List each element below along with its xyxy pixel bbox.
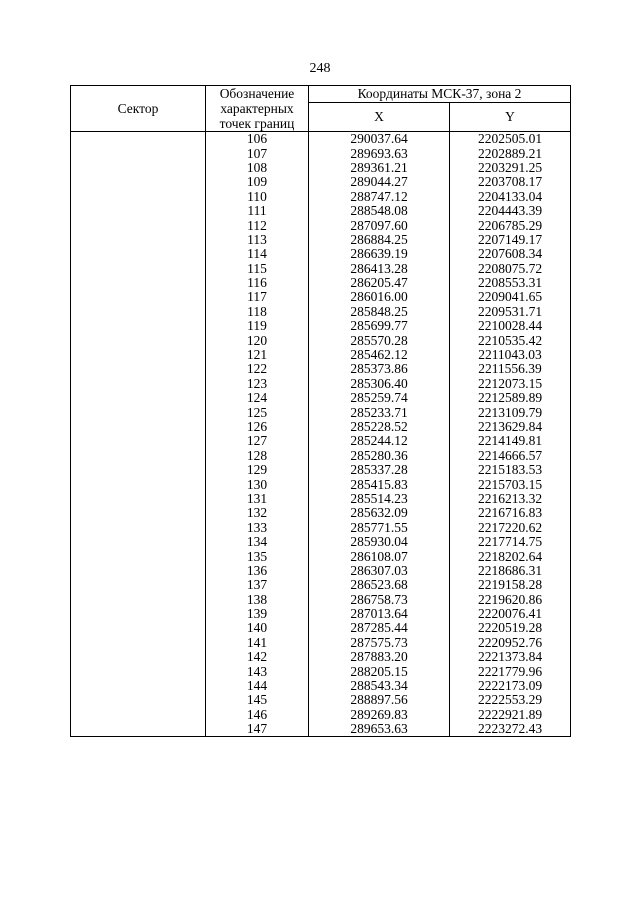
y-cell: 2216716.83 (450, 506, 571, 520)
header-point-designation: Обозначение характерных точек границ (206, 86, 309, 132)
table-body (71, 132, 571, 737)
table-row (71, 290, 571, 304)
table-row (71, 262, 571, 276)
x-cell: 286016.00 (309, 290, 450, 304)
table-row (71, 621, 571, 635)
x-cell: 285373.86 (309, 362, 450, 376)
table-row (71, 578, 571, 592)
point-cell: 112 (206, 218, 309, 232)
table-row (71, 305, 571, 319)
coordinates-table (70, 85, 571, 737)
x-cell: 287883.20 (309, 650, 450, 664)
x-cell: 286758.73 (309, 593, 450, 607)
table-row (71, 708, 571, 722)
y-cell: 2208553.31 (450, 276, 571, 290)
sector-cell (71, 506, 206, 520)
sector-cell (71, 319, 206, 333)
point-cell: 124 (206, 391, 309, 405)
y-cell: 2220076.41 (450, 607, 571, 621)
x-cell: 288205.15 (309, 664, 450, 678)
y-cell: 2210028.44 (450, 319, 571, 333)
point-cell: 125 (206, 405, 309, 419)
table-row (71, 247, 571, 261)
point-cell: 130 (206, 477, 309, 491)
x-cell: 286108.07 (309, 549, 450, 563)
y-cell: 2220519.28 (450, 621, 571, 635)
x-cell: 287013.64 (309, 607, 450, 621)
table-row (71, 276, 571, 290)
point-cell: 128 (206, 449, 309, 463)
sector-cell (71, 708, 206, 722)
x-cell: 286413.28 (309, 262, 450, 276)
sector-cell (71, 535, 206, 549)
sector-cell (71, 492, 206, 506)
point-cell: 127 (206, 434, 309, 448)
sector-cell (71, 161, 206, 175)
x-cell: 285514.23 (309, 492, 450, 506)
sector-cell (71, 262, 206, 276)
y-cell: 2204133.04 (450, 190, 571, 204)
sector-cell (71, 636, 206, 650)
header-sector: Сектор (71, 86, 206, 132)
x-cell: 285337.28 (309, 463, 450, 477)
sector-cell (71, 305, 206, 319)
x-cell: 286205.47 (309, 276, 450, 290)
point-cell: 116 (206, 276, 309, 290)
y-cell: 2214666.57 (450, 449, 571, 463)
point-cell: 117 (206, 290, 309, 304)
table-row (71, 664, 571, 678)
x-cell: 290037.64 (309, 132, 450, 147)
sector-cell (71, 521, 206, 535)
point-cell: 144 (206, 679, 309, 693)
point-cell: 122 (206, 362, 309, 376)
x-cell: 285259.74 (309, 391, 450, 405)
y-cell: 2206785.29 (450, 218, 571, 232)
x-cell: 286884.25 (309, 233, 450, 247)
sector-cell (71, 593, 206, 607)
x-cell: 285233.71 (309, 405, 450, 419)
point-cell: 108 (206, 161, 309, 175)
point-cell: 123 (206, 377, 309, 391)
table-row (71, 218, 571, 232)
table-row (71, 362, 571, 376)
y-cell: 2211043.03 (450, 348, 571, 362)
x-cell: 286639.19 (309, 247, 450, 261)
table-row (71, 679, 571, 693)
table-row (71, 132, 571, 147)
y-cell: 2215183.53 (450, 463, 571, 477)
point-cell: 131 (206, 492, 309, 506)
y-cell: 2210535.42 (450, 333, 571, 347)
sector-cell (71, 420, 206, 434)
y-cell: 2215703.15 (450, 477, 571, 491)
point-cell: 142 (206, 650, 309, 664)
x-cell: 289693.63 (309, 146, 450, 160)
y-cell: 2204443.39 (450, 204, 571, 218)
y-cell: 2221373.84 (450, 650, 571, 664)
sector-cell (71, 722, 206, 737)
x-cell: 288548.08 (309, 204, 450, 218)
x-cell: 285570.28 (309, 333, 450, 347)
sector-cell (71, 247, 206, 261)
point-cell: 119 (206, 319, 309, 333)
sector-cell (71, 650, 206, 664)
point-cell: 107 (206, 146, 309, 160)
y-cell: 2209531.71 (450, 305, 571, 319)
point-cell: 134 (206, 535, 309, 549)
point-cell: 132 (206, 506, 309, 520)
y-cell: 2209041.65 (450, 290, 571, 304)
sector-cell (71, 348, 206, 362)
y-cell: 2207149.17 (450, 233, 571, 247)
point-cell: 129 (206, 463, 309, 477)
sector-cell (71, 190, 206, 204)
table-row (71, 535, 571, 549)
x-cell: 286523.68 (309, 578, 450, 592)
y-cell: 2221779.96 (450, 664, 571, 678)
table-row (71, 420, 571, 434)
header-x: X (309, 103, 450, 132)
sector-cell (71, 132, 206, 147)
sector-cell (71, 664, 206, 678)
x-cell: 285306.40 (309, 377, 450, 391)
table-row (71, 693, 571, 707)
y-cell: 2214149.81 (450, 434, 571, 448)
point-cell: 114 (206, 247, 309, 261)
table-row (71, 593, 571, 607)
y-cell: 2217220.62 (450, 521, 571, 535)
y-cell: 2223272.43 (450, 722, 571, 737)
y-cell: 2219620.86 (450, 593, 571, 607)
sector-cell (71, 477, 206, 491)
point-cell: 146 (206, 708, 309, 722)
y-cell: 2220952.76 (450, 636, 571, 650)
table-row (71, 463, 571, 477)
table-row (71, 348, 571, 362)
sector-cell (71, 362, 206, 376)
sector-cell (71, 146, 206, 160)
table-row (71, 449, 571, 463)
y-cell: 2212589.89 (450, 391, 571, 405)
table-row (71, 650, 571, 664)
table-row (71, 233, 571, 247)
sector-cell (71, 333, 206, 347)
point-cell: 135 (206, 549, 309, 563)
sector-cell (71, 607, 206, 621)
table-row (71, 190, 571, 204)
y-cell: 2202889.21 (450, 146, 571, 160)
y-cell: 2213629.84 (450, 420, 571, 434)
sector-cell (71, 377, 206, 391)
table-row (71, 377, 571, 391)
y-cell: 2211556.39 (450, 362, 571, 376)
y-cell: 2208075.72 (450, 262, 571, 276)
point-cell: 145 (206, 693, 309, 707)
table-row (71, 521, 571, 535)
sector-cell (71, 175, 206, 189)
table-row (71, 175, 571, 189)
x-cell: 285848.25 (309, 305, 450, 319)
x-cell: 289044.27 (309, 175, 450, 189)
point-cell: 110 (206, 190, 309, 204)
x-cell: 285930.04 (309, 535, 450, 549)
table-row (71, 549, 571, 563)
x-cell: 288747.12 (309, 190, 450, 204)
sector-cell (71, 434, 206, 448)
y-cell: 2203708.17 (450, 175, 571, 189)
y-cell: 2203291.25 (450, 161, 571, 175)
sector-cell (71, 233, 206, 247)
point-cell: 126 (206, 420, 309, 434)
x-cell: 285244.12 (309, 434, 450, 448)
y-cell: 2212073.15 (450, 377, 571, 391)
page-number: 248 (309, 61, 331, 76)
y-cell: 2213109.79 (450, 405, 571, 419)
point-cell: 113 (206, 233, 309, 247)
x-cell: 285699.77 (309, 319, 450, 333)
x-cell: 287097.60 (309, 218, 450, 232)
table-row (71, 405, 571, 419)
header-coordinates-group: Координаты МСК-37, зона 2 (309, 86, 571, 103)
x-cell: 289269.83 (309, 708, 450, 722)
sector-cell (71, 218, 206, 232)
sector-cell (71, 693, 206, 707)
sector-cell (71, 405, 206, 419)
table-row (71, 146, 571, 160)
y-cell: 2219158.28 (450, 578, 571, 592)
point-cell: 118 (206, 305, 309, 319)
table-row (71, 492, 571, 506)
y-cell: 2218686.31 (450, 564, 571, 578)
y-cell: 2207608.34 (450, 247, 571, 261)
sector-cell (71, 276, 206, 290)
table-row (71, 636, 571, 650)
x-cell: 285632.09 (309, 506, 450, 520)
sector-cell (71, 578, 206, 592)
y-cell: 2222921.89 (450, 708, 571, 722)
sector-cell (71, 549, 206, 563)
sector-cell (71, 621, 206, 635)
sector-cell (71, 679, 206, 693)
sector-cell (71, 564, 206, 578)
table-row (71, 722, 571, 737)
table-row (71, 161, 571, 175)
y-cell: 2217714.75 (450, 535, 571, 549)
table-row (71, 434, 571, 448)
sector-cell (71, 463, 206, 477)
x-cell: 285771.55 (309, 521, 450, 535)
y-cell: 2218202.64 (450, 549, 571, 563)
point-cell: 109 (206, 175, 309, 189)
header-y: Y (450, 103, 571, 132)
table-row (71, 204, 571, 218)
x-cell: 286307.03 (309, 564, 450, 578)
sector-cell (71, 449, 206, 463)
point-cell: 136 (206, 564, 309, 578)
point-cell: 143 (206, 664, 309, 678)
point-cell: 106 (206, 132, 309, 147)
table-row (71, 564, 571, 578)
y-cell: 2222173.09 (450, 679, 571, 693)
x-cell: 285280.36 (309, 449, 450, 463)
sector-cell (71, 391, 206, 405)
point-cell: 147 (206, 722, 309, 737)
table-row (71, 333, 571, 347)
point-cell: 111 (206, 204, 309, 218)
table-row (71, 477, 571, 491)
point-cell: 138 (206, 593, 309, 607)
sector-cell (71, 290, 206, 304)
point-cell: 141 (206, 636, 309, 650)
x-cell: 287285.44 (309, 621, 450, 635)
point-cell: 115 (206, 262, 309, 276)
point-cell: 133 (206, 521, 309, 535)
point-cell: 120 (206, 333, 309, 347)
point-cell: 140 (206, 621, 309, 635)
point-cell: 121 (206, 348, 309, 362)
x-cell: 285228.52 (309, 420, 450, 434)
x-cell: 285415.83 (309, 477, 450, 491)
x-cell: 288543.34 (309, 679, 450, 693)
x-cell: 288897.56 (309, 693, 450, 707)
x-cell: 289653.63 (309, 722, 450, 737)
x-cell: 285462.12 (309, 348, 450, 362)
table-row (71, 391, 571, 405)
point-cell: 137 (206, 578, 309, 592)
table-row (71, 319, 571, 333)
y-cell: 2216213.32 (450, 492, 571, 506)
point-cell: 139 (206, 607, 309, 621)
table-row (71, 607, 571, 621)
x-cell: 289361.21 (309, 161, 450, 175)
table-row (71, 506, 571, 520)
y-cell: 2222553.29 (450, 693, 571, 707)
sector-cell (71, 204, 206, 218)
y-cell: 2202505.01 (450, 132, 571, 147)
x-cell: 287575.73 (309, 636, 450, 650)
